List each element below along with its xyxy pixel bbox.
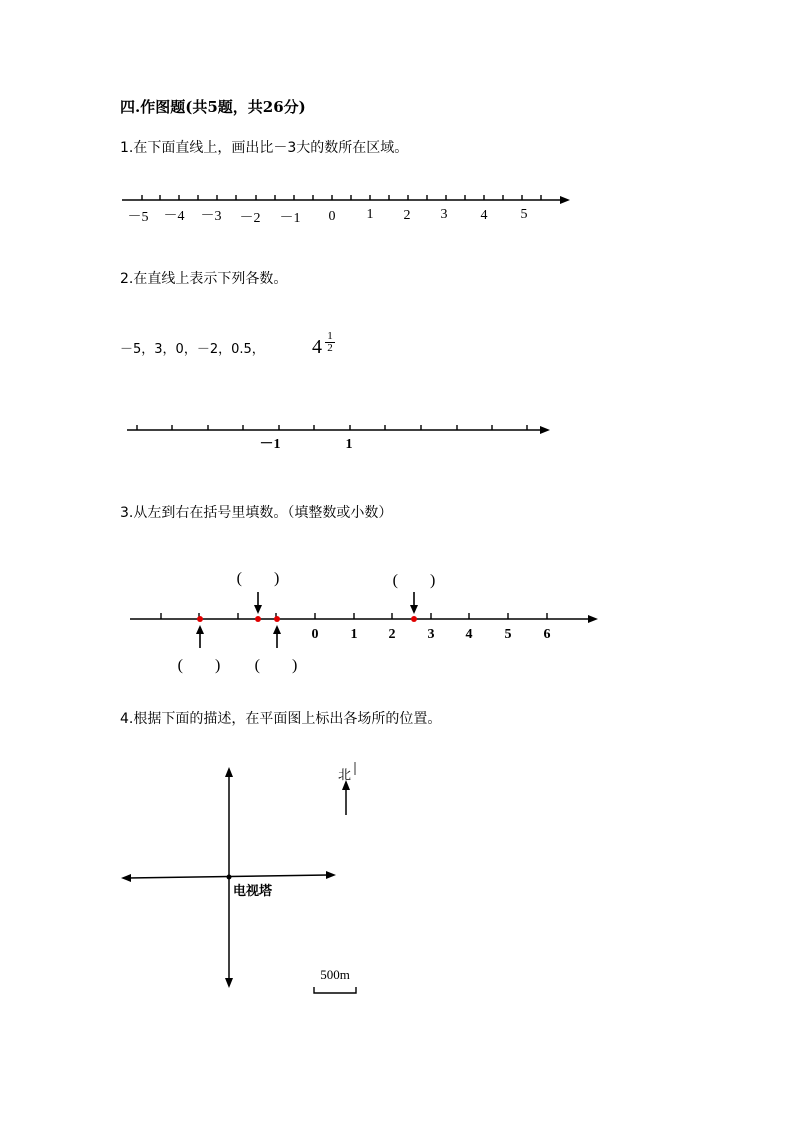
tick-label: －3 xyxy=(200,209,222,224)
answer-bracket: ( ) xyxy=(254,657,298,674)
tick-label: 2 xyxy=(388,627,396,642)
fraction-numerator: 1 xyxy=(327,330,333,342)
arrow-head xyxy=(588,615,598,623)
scale-bar xyxy=(314,987,356,993)
section-title: 四.作图题(共5题，共26分) xyxy=(120,98,306,116)
tick-label: －5 xyxy=(127,210,149,225)
up-arrow-icon xyxy=(196,625,204,634)
tick-label: 1 xyxy=(345,437,353,452)
tick-label: 4 xyxy=(465,627,473,642)
tick-label: 3 xyxy=(427,627,435,642)
tick-label: 5 xyxy=(504,627,512,642)
tick-label: －1 xyxy=(259,437,281,452)
tick-label: －2 xyxy=(239,211,261,226)
tick-label: 2 xyxy=(403,208,411,223)
arrow-head xyxy=(560,196,570,204)
tick-label: 0 xyxy=(328,209,336,224)
mixed-number-whole: 4 xyxy=(312,336,322,358)
scale-label: 500m xyxy=(320,967,350,982)
up-arrow-icon xyxy=(225,767,233,777)
fraction-denominator: 2 xyxy=(325,342,335,354)
left-arrow-icon xyxy=(121,874,131,882)
north-label: 北 xyxy=(338,768,352,783)
arrow-head xyxy=(540,426,550,434)
tick-label: 3 xyxy=(440,207,448,222)
tick-label: －4 xyxy=(163,209,185,224)
tick-label: 1 xyxy=(366,207,374,222)
answer-bracket: ( ) xyxy=(177,657,221,674)
question-1-text: 1.在下面直线上，画出比－3大的数所在区域。 xyxy=(120,140,409,156)
tick-label: 0 xyxy=(311,627,319,642)
tick-label: 5 xyxy=(520,207,528,222)
tick-label: －1 xyxy=(279,211,301,226)
down-arrow-icon xyxy=(410,605,418,614)
right-arrow-icon xyxy=(326,871,336,879)
down-arrow-icon xyxy=(225,978,233,988)
tower-point xyxy=(227,875,232,880)
pointer-arrows xyxy=(200,592,414,648)
tick-label: 1 xyxy=(350,627,358,642)
answer-bracket: ( ) xyxy=(392,572,436,589)
tick-label: 6 xyxy=(543,627,551,642)
tick-label: 4 xyxy=(480,208,488,223)
mixed-number-fraction xyxy=(325,331,335,354)
up-arrow-icon xyxy=(273,625,281,634)
down-arrow-icon xyxy=(254,605,262,614)
answer-bracket: ( ) xyxy=(236,570,280,587)
question-4-text: 4.根据下面的描述，在平面图上标出各场所的位置。 xyxy=(120,711,442,727)
question-3-text: 3.从左到右在括号里填数。（填整数或小数） xyxy=(120,505,393,521)
question-2-text: 2.在直线上表示下列各数。 xyxy=(120,271,288,287)
tv-tower-label: 电视塔 xyxy=(233,884,273,899)
numbers-list: －5，3，0，－2，0.5， xyxy=(120,342,265,357)
